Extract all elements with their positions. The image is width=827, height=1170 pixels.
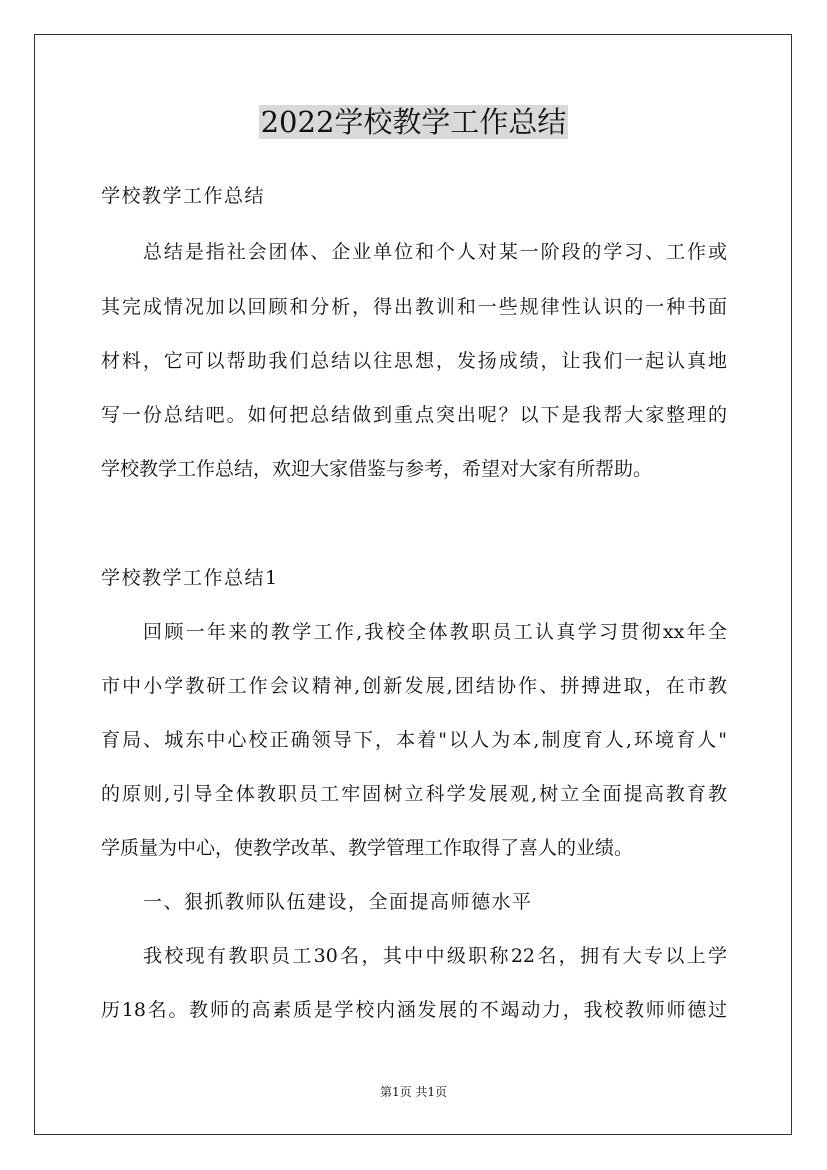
body-line: 我校现有教职员工30名，其中中级职称22名，拥有大专以上学 bbox=[143, 945, 727, 967]
section-line: 育局、城东中心校正确领导下，本着"以人为本,制度育人,环境育人" bbox=[101, 729, 727, 751]
section-heading: 学校教学工作总结1 bbox=[101, 567, 279, 589]
section-line: 的原则,引导全体教职员工牢固树立科学发展观,树立全面提高教育教 bbox=[101, 783, 727, 805]
intro-line: 学校教学工作总结，欢迎大家借鉴与参考，希望对大家有所帮助。 bbox=[101, 458, 653, 480]
intro-line: 写一份总结吧。如何把总结做到重点突出呢？以下是我帮大家整理的 bbox=[101, 404, 727, 426]
document-subtitle: 学校教学工作总结 bbox=[101, 185, 266, 207]
body-line: 历18名。教师的高素质是学校内涵发展的不竭动力，我校教师师德过 bbox=[101, 999, 727, 1021]
document-title: 2022学校教学工作总结 bbox=[260, 105, 567, 139]
sub-heading: 一、狠抓教师队伍建设，全面提高师德水平 bbox=[143, 891, 533, 913]
intro-line: 总结是指社会团体、企业单位和个人对某一阶段的学习、工作或 bbox=[143, 241, 727, 263]
intro-line: 材料，它可以帮助我们总结以往思想，发扬成绩，让我们一起认真地 bbox=[101, 350, 727, 372]
intro-line: 其完成情况加以回顾和分析，得出教训和一些规律性认识的一种书面 bbox=[101, 296, 727, 318]
page-footer: 第1页 共1页 bbox=[379, 1085, 448, 1099]
section-line: 学质量为中心，使教学改革、教学管理工作取得了喜人的业绩。 bbox=[101, 837, 634, 859]
section-line: 回顾一年来的教学工作,我校全体教职员工认真学习贯彻xx年全 bbox=[143, 621, 727, 643]
section-line: 市中小学教研工作会议精神,创新发展,团结协作、拼搏进取，在市教 bbox=[101, 675, 727, 697]
